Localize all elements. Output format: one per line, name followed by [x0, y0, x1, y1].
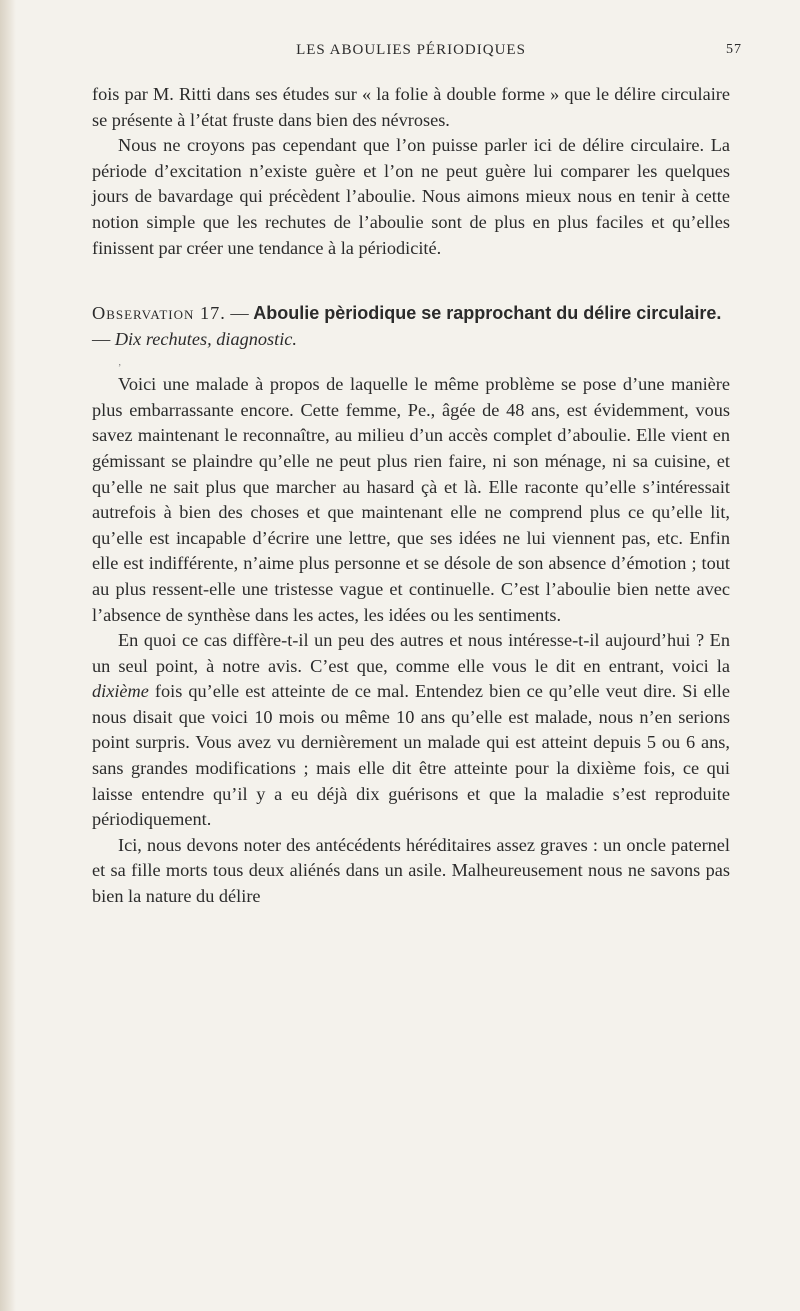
heading-dash: —: [225, 303, 254, 324]
print-mark: ‚: [118, 357, 122, 369]
running-title: LES ABOULIES PÉRIODIQUES: [296, 42, 526, 58]
observation-title: Aboulie pèriodique se rapprochant du délire circulaire.: [253, 303, 722, 324]
paragraph-2-end: fois qu’elle est atteinte de ce mal. Entendez bien ce qu’elle veut dire. Si elle nous disait que voici 10 mois ou même 10 ans qu’elle est malade, nous n’en serions point surpris. Vous avez vu dernièrement un malade qui est atteint depuis 5 ou 6 ans, sans grandes modifications ; mais elle dit être atteinte pour la dixième fois, ce qui laisse entendre qu’il y a eu déjà dix guérisons et que la maladie s’est reproduite périodiquement.: [92, 681, 730, 830]
intro-paragraph-2: Nous ne croyons pas cependant que l’on puisse parler ici de délire circulaire. La période d’excitation n’existe guère et l’on ne peut guère lui comparer les quelques jours de bavardage qui précèdent l’aboulie. Nous aimons mieux nous en tenir à cette notion simple que les rechutes de l’aboulie sont de plus en plus faciles et qu’elles finissent par créer une tendance à la périodicité.: [92, 135, 730, 258]
observation-body: [92, 372, 730, 909]
observation-paragraph-3: Ici, nous devons noter des antécédents héréditaires assez graves : un oncle paternel et sa fille morts tous deux aliénés dans un asile. Malheureusement nous ne savons pas bien la nature du délire: [92, 834, 730, 907]
observation-paragraph-1: Voici une malade à propos de laquelle le même problème se pose d’une manière plus embarrassante encore. Cette femme, Pe., âgée de 48 ans, est évidemment, vous savez maintenant le reconnaître, au milieu d’un accès complet d’aboulie. Elle vient en gémissant se plaindre qu’elle ne peut plus rien faire, ni son ménage, ni sa cuisine, et qu’elle ne sait plus que marcher au hasard çà et là. Elle raconte qu’elle s’intéressait autrefois à bien des choses et que maintenant elle ne comprend plus ce qu’elle lit, qu’elle est incapable d’écrire une lettre, que ses idées ne lui viennent pas, etc. Enfin elle est indifférente, n’aime plus personne et se désole de son absence d’émotion ; tout au plus ressent-elle une tristesse vague et continuelle. C’est l’aboulie bien nette avec l’absence de synthèse dans les actes, les idées ou les sentiments.: [92, 374, 730, 625]
heading-dash-2: —: [92, 329, 115, 350]
observation-heading: [92, 300, 730, 352]
observation-label: Observation 17.: [92, 303, 226, 324]
page-gutter-shadow: [0, 0, 16, 1311]
running-head: [92, 40, 742, 64]
book-page: [92, 40, 742, 910]
intro-paragraph-1: fois par M. Ritti dans ses études sur « la folie à double forme » que le délire circulaire se présente à l’état fruste dans bien des névroses.: [92, 84, 730, 130]
observation-paragraph-2: [92, 628, 730, 833]
page-number: 57: [726, 42, 742, 57]
paragraph-2-start: En quoi ce cas diffère-t-il un peu des autres et nous intéresse-t-il aujourd’hui ? En un seul point, à notre avis. C’est que, comme elle vous le dit en entrant, voici la: [92, 630, 730, 676]
intro-text: [92, 82, 730, 261]
emphasis-dixieme: dixième: [92, 681, 149, 702]
observation-subtitle: Dix rechutes, diagnostic.: [114, 329, 297, 350]
